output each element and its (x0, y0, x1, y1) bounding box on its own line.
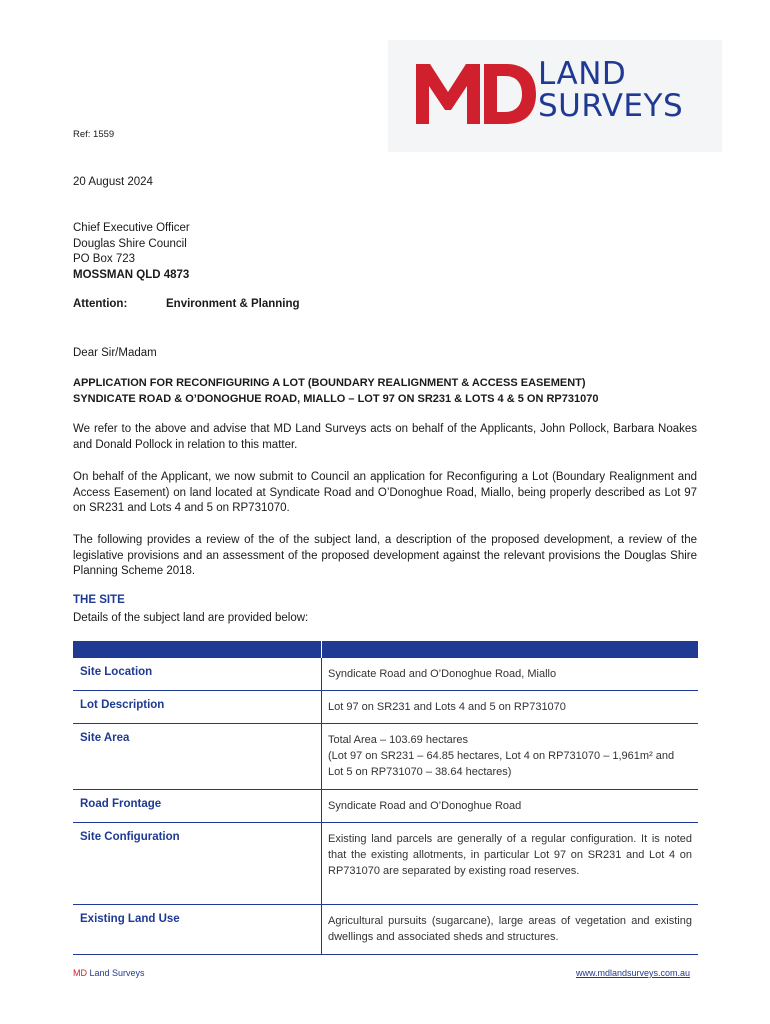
row-value: Lot 97 on SR231 and Lots 4 and 5 on RP731070 (328, 701, 566, 713)
row-label: Existing Land Use (80, 913, 180, 925)
md-logo-mark (414, 58, 538, 128)
recipient-line: MOSSMAN QLD 4873 (73, 268, 190, 281)
subject-heading (73, 376, 598, 407)
table-header-bar (73, 641, 698, 658)
row-label: Site Location (80, 666, 153, 678)
row-value: Agricultural pursuits (sugarcane), large areas of vegetation and existing dwellings and associated sheds and structures. (328, 915, 692, 943)
recipient-line: Douglas Shire Council (73, 237, 187, 250)
body-paragraph: We refer to the above and advise that MD Land Surveys acts on behalf of the Applicants, John Pollock, Barbara Noakes and Donald Pollock in relation to this matter. (73, 423, 697, 451)
body-paragraph: The following provides a review of the of the subject land, a description of the proposed development, a review of the legislative provisions and an assessment of the proposed development against the relevant provisions the Douglas Shire Planning Scheme 2018. (73, 534, 697, 577)
table-row (73, 691, 698, 724)
logo-line-land: LAND (538, 56, 627, 92)
footer-company-text: Land Surveys (87, 968, 145, 978)
row-value-line: (Lot 97 on SR231 – 64.85 hectares, Lot 4 on RP731070 – 1,961m² and Lot 5 on RP731070 – 38.64 hectares) (328, 750, 675, 778)
row-label: Road Frontage (80, 798, 162, 810)
row-label: Site Area (80, 732, 130, 744)
section-intro: Details of the subject land are provided below: (73, 612, 309, 624)
row-value (328, 732, 692, 780)
row-value: Syndicate Road and O’Donoghue Road (328, 800, 522, 812)
letter-date: 20 August 2024 (73, 176, 153, 188)
table-row (73, 724, 698, 790)
table-row (73, 823, 698, 905)
table-row (73, 790, 698, 823)
row-label: Site Configuration (80, 831, 180, 843)
section-heading: THE SITE (73, 594, 125, 606)
row-label: Lot Description (80, 699, 165, 711)
recipient-line: PO Box 723 (73, 253, 136, 265)
company-logo (388, 40, 722, 152)
footer-mark: MD (73, 968, 87, 978)
logo-line-surveys: SURVEYS (538, 88, 684, 124)
subject-line: SYNDICATE ROAD & O’DONOGHUE ROAD, MIALLO – LOT 97 ON SR231 & LOTS 4 & 5 ON RP731070 (73, 392, 599, 405)
attention-label: Attention: (73, 298, 128, 310)
subject-line: APPLICATION FOR RECONFIGURING A LOT (BOUNDARY REALIGNMENT & ACCESS EASEMENT) (73, 377, 586, 389)
salutation: Dear Sir/Madam (73, 347, 157, 359)
footer-website-link[interactable]: www.mdlandsurveys.com.au (576, 968, 691, 978)
row-value: Syndicate Road and O’Donoghue Road, Miallo (328, 668, 557, 680)
recipient-line: Chief Executive Officer (73, 222, 190, 234)
reference-number: Ref: 1559 (73, 129, 115, 140)
row-value: Existing land parcels are generally of a regular configuration. It is noted that the existing allotments, in particular Lot 97 on SR231 and Lot 4 on RP731070 are separated by existing road reserves. (328, 833, 692, 877)
table-row (73, 905, 698, 955)
row-value-line: Total Area – 103.69 hectares (328, 734, 469, 746)
table-row (73, 658, 698, 691)
recipient-address (73, 221, 190, 283)
attention-value: Environment & Planning (166, 298, 300, 310)
footer-company (73, 968, 145, 978)
body-paragraph: On behalf of the Applicant, we now submit to Council an application for Reconfiguring a Lot (Boundary Realignment and Access Easement) on land located at Syndicate Road and O’Donoghue Road, Miallo, being properly described as Lot 97 on SR231 and Lots 4 and 5 on RP731070. (73, 471, 697, 514)
logo-wordmark (538, 58, 683, 122)
